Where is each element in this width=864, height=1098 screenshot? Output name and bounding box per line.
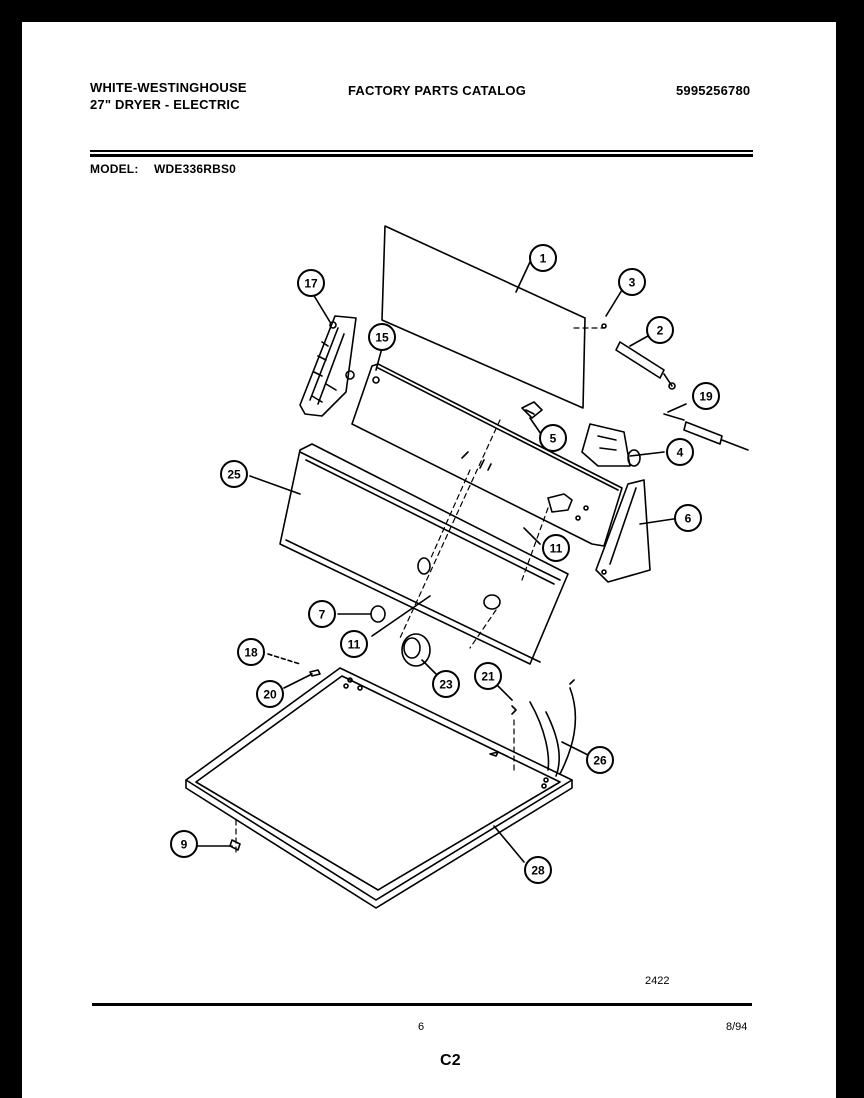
callout-17 (298, 270, 324, 296)
part-control-panel (352, 364, 622, 546)
part-knob-hole (418, 558, 430, 574)
part-fastener-9 (230, 840, 240, 850)
part-wire-harness (530, 680, 575, 776)
callout-18 (238, 639, 264, 665)
callout-number: 25 (227, 467, 241, 482)
part-switch (616, 342, 664, 378)
callout-21 (475, 663, 501, 689)
part-end-cap (596, 480, 650, 582)
callout-6 (675, 505, 701, 531)
section-code: C2 (440, 1052, 461, 1069)
callout-number: 18 (244, 645, 258, 660)
callout-20 (257, 681, 283, 707)
callout-number: 9 (180, 837, 188, 852)
callout-26 (587, 747, 613, 773)
callout-number: 6 (684, 511, 692, 526)
callout-11 (543, 535, 569, 561)
callout-number: 2 (656, 323, 664, 338)
callout-5 (540, 425, 566, 451)
part-left-bracket (300, 316, 356, 416)
callout-25 (221, 461, 247, 487)
catalog-title: FACTORY PARTS CATALOG (348, 83, 527, 98)
callout-number: 15 (375, 330, 389, 345)
callout-number: 11 (549, 541, 563, 556)
revision-date: 8/94 (726, 1021, 748, 1033)
figure-number: 2422 (645, 975, 670, 987)
model-number: WDE336RBS0 (154, 162, 237, 176)
model-label: MODEL: (90, 162, 139, 176)
callout-number: 21 (481, 669, 495, 684)
product-name: 27" DRYER - ELECTRIC (90, 97, 240, 112)
callout-number: 19 (699, 389, 713, 404)
callout-28 (525, 857, 551, 883)
callout-number: 1 (539, 251, 547, 266)
callout-number: 28 (531, 863, 545, 878)
part-knob (371, 606, 385, 622)
callout-number: 26 (593, 753, 607, 768)
callout-2 (647, 317, 673, 343)
part-main-top (186, 668, 572, 900)
callout-4 (667, 439, 693, 465)
part-button (484, 595, 500, 609)
callout-3 (619, 269, 645, 295)
callout-number: 3 (628, 275, 636, 290)
page-number: 6 (418, 1021, 425, 1033)
part-clip (522, 402, 542, 418)
part-clip-21 (512, 706, 516, 714)
callout-11 (341, 631, 367, 657)
callout-1 (530, 245, 556, 271)
callout-number: 11 (347, 637, 361, 652)
callout-number: 17 (304, 276, 318, 291)
part-timer (582, 424, 630, 466)
callout-7 (309, 601, 335, 627)
callout-19 (693, 383, 719, 409)
callout-number: 20 (263, 687, 277, 702)
callout-number: 7 (318, 607, 326, 622)
footer-rule (92, 1003, 752, 1006)
catalog-number: 5995256780 (676, 83, 751, 98)
part-control-hood (280, 444, 568, 664)
callout-23 (433, 671, 459, 697)
callout-9 (171, 831, 197, 857)
callout-number: 5 (549, 431, 557, 446)
callout-number: 23 (439, 677, 453, 692)
brand-name: WHITE-WESTINGHOUSE (90, 80, 247, 95)
callout-15 (369, 324, 395, 350)
callout-number: 4 (676, 445, 684, 460)
